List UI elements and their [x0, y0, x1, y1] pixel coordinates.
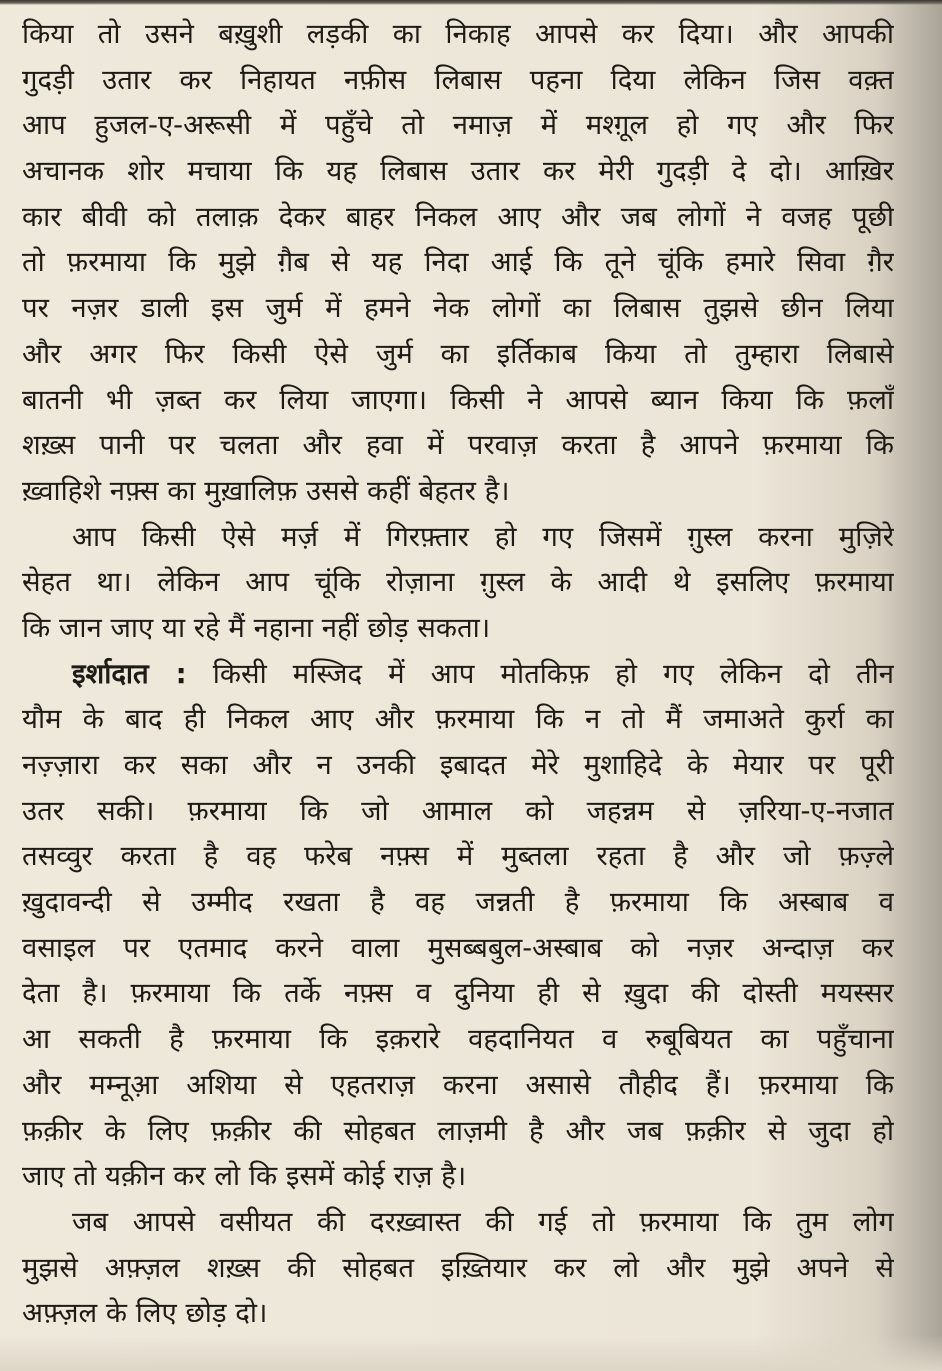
text-line: अफ़्ज़ल के लिए छोड़ दो। — [22, 1297, 268, 1330]
text-line: ख़ुदावन्दी से उम्मीद रखता है वह जन्नती है फ़रमाया कि अस्बाब व — [22, 886, 894, 919]
top-rule — [0, 0, 942, 5]
text-line: अचानक शोर मचाया कि यह लिबास उतार कर मेरी गुदड़ी दे दो। आख़िर — [22, 155, 894, 188]
body-text — [22, 12, 894, 1337]
text-line: गुदड़ी उतार कर निहायत नफ़ीस लिबास पहना दिया लेकिन जिस वक़्त — [22, 63, 894, 96]
text-line: नज़्ज़ारा कर सका और न उनकी इबादत मेरे मुशाहिदे के मेयार पर पूरी — [22, 749, 894, 781]
text-line: वसाइल पर एतमाद करने वाला मुसब्बबुल-अस्बाब को नज़र अन्दाज़ कर — [22, 931, 894, 964]
text-line: बातनी भी ज़ब्त कर लिया जाएगा। किसी ने आपसे ब्यान किया कि फ़लाँ — [22, 383, 894, 416]
text-line: और मम्नूआ़ अशिया से एहतराज़ करना असासे तौहीद हैं। फ़रमाया कि — [22, 1068, 894, 1101]
text-line: कि जान जाए या रहे मैं नहाना नहीं छोड़ सकता। — [22, 611, 491, 644]
text-line: सेहत था। लेकिन आप चूंकि रोज़ाना ग़ुस्ल के आदी थे इसलिए फ़रमाया — [22, 566, 894, 599]
text-line: तसव्वुर करता है वह फरेब नफ़्स में मुब्तला रहता है और जो फ़ज़्ले — [22, 840, 894, 873]
text-line: उतर सकी। फ़रमाया कि जो आमाल को जहन्नम से ज़रिया-ए-नजात — [22, 794, 894, 827]
text-line: कार बीवी को तलाक़ देकर बाहर निकल आए और जब लोगों ने वजह पूछी — [22, 200, 894, 233]
text-line: तो फ़रमाया कि मुझे ग़ैब से यह निदा आई कि तूने चूंकि हमारे सिवा ग़ैर — [22, 246, 894, 279]
text-line: और अगर फिर किसी ऐसे जुर्म का इर्तिकाब किया तो तुम्हारा लिबासे — [22, 337, 894, 370]
text-line: जाए तो यक़ीन कर लो कि इसमें कोई राज़ है। — [22, 1160, 467, 1193]
text-line: मुझसे अफ़्ज़ल शख़्स की सोहबत इख़्तियार कर लो और मुझे अपने से — [22, 1251, 894, 1284]
text-line: आप हुजल-ए-अरूसी में पहुँचे तो नमाज़ में मश्ग़ूल हो गए और फिर — [22, 109, 894, 142]
text-line-content: किसी मस्जिद में आप मोतकिफ़ हो गए लेकिन दो तीन — [212, 657, 894, 690]
text-line: देता है। फ़रमाया कि तर्के नफ़्स व दुनिया ही से ख़ुदा की दोस्ती मयस्सर — [22, 977, 894, 1010]
text-line: किया तो उसने बख़ुशी लड़की का निकाह आपसे कर दिया। और आपकी — [22, 18, 894, 50]
text-line: जब आपसे वसीयत की दरख़्वास्त की गई तो फ़रमाया कि तुम लोग — [72, 1205, 894, 1238]
text-line: आप किसी ऐसे मर्ज़ में गिरफ़्तार हो गए जिसमें ग़ुस्ल करना मुज़िरे — [72, 520, 894, 553]
text-line: शख़्स पानी पर चलता और हवा में परवाज़ करता है आपने फ़रमाया कि — [22, 429, 894, 462]
text-line: पर नज़र डाली इस जुर्म में हमने नेक लोगों का लिबास तुझसे छीन लिया — [22, 292, 894, 325]
text-line: यौम के बाद ही निकल आए और फ़रमाया कि न तो मैं जमाअते कुर्रा का — [22, 703, 894, 736]
text-line: ख़्वाहिशे नफ़्स का मुख़ालिफ़ उससे कहीं बेहतर है। — [22, 474, 510, 507]
text-line: आ सकती है फ़रमाया कि इक़रारे वहदानियत व रुबूबियत का पहुँचाना — [22, 1023, 894, 1056]
section-label: इर्शादात : — [72, 657, 187, 690]
text-line-labeled — [22, 652, 894, 698]
text-line: फ़क़ीर के लिए फ़क़ीर की सोहबत लाज़मी है और जब फ़क़ीर से जुदा हो — [22, 1114, 894, 1147]
bottom-shade — [0, 1335, 942, 1371]
